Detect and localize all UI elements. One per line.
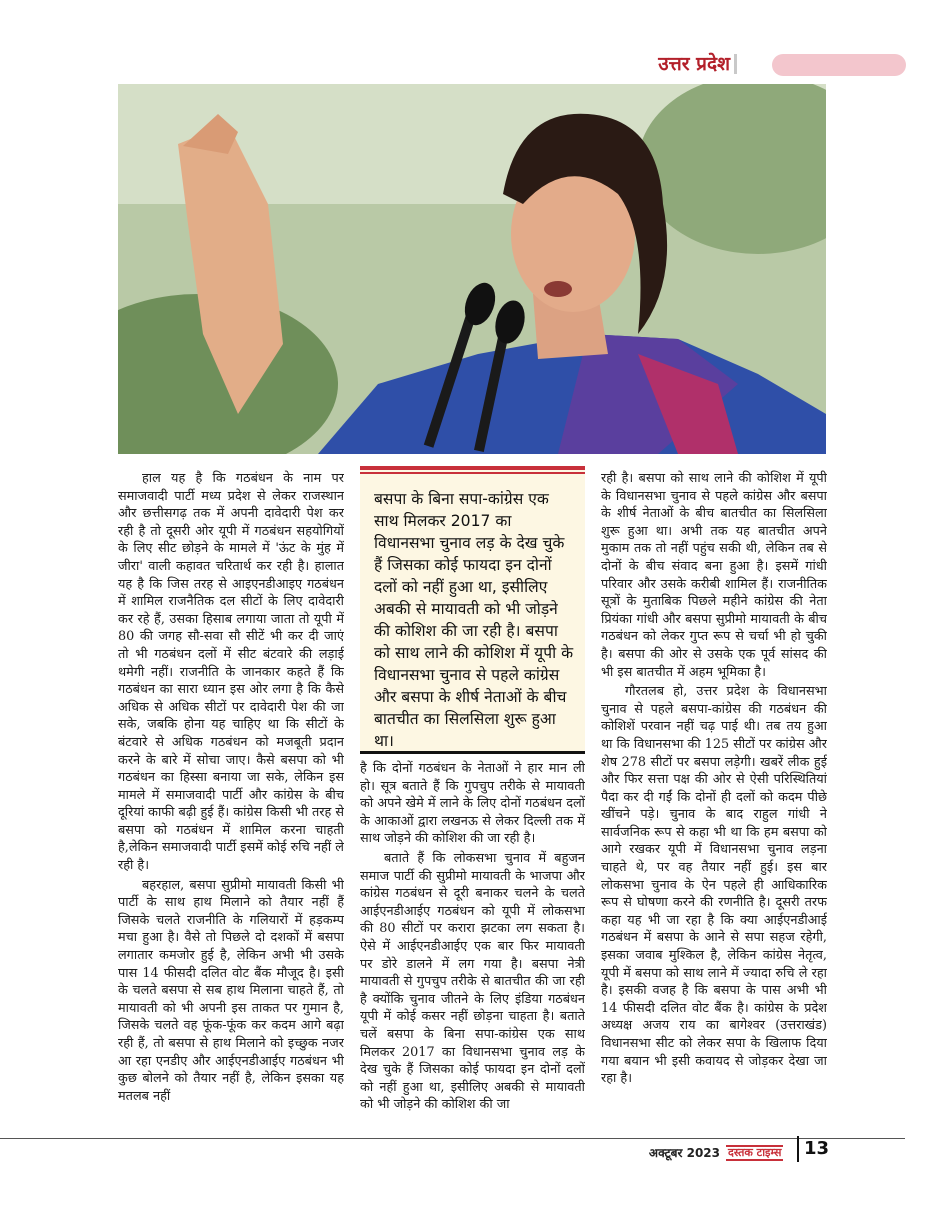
paragraph: गौरतलब हो, उत्तर प्रदेश के विधानसभा चुनाव से पहले बसपा-कांग्रेस की गठबंधन की कोशिशें परवान नहीं चढ़ पाई थी। तब तय हुआ था कि विधानसभा की 125 सीटों पर कांग्रेस और शेष 278 सीटों पर बसपा लड़ेगी। खबरें लीक हुई और फिर सत्ता पक्ष की ओर से ऐसी परिस्थितियां पैदा कर दी गईं कि दोनों ही दलों को कदम पीछे खींचने पड़े। चुनाव के बाद राहुल गांधी ने सार्वजनिक रूप से कहा भी था कि हम बसपा को आगे रखकर यूपी में विधानसभा चुनाव लड़ना चाहते थे, पर वह तैयार नहीं हुई। इस बार लोकसभा चुनाव के ऐन पहले ही आधिकारिक रूप से घोषणा करने की रणनीति है। दूसरी तरफ कहा यह भी जा रहा है कि क्या आईएनडीआई गठबंधन में बसपा के आने से सपा सहज रहेगी, इसका जवाब मुश्किल है, लेकिन कांग्रेस नेतृत्व, यूपी में बसपा को साथ लाने में ज्यादा रुचि ले रहा है। इसकी वजह है कि बसपा के पास अभी भी 14 फीसदी दलित वोट बैंक है। कांग्रेस के प्रदेश अध्यक्ष अजय राय का बागेश्वर (उत्तराखंड) विधानसभा सीट को लेकर सपा के खिलाफ दिया गया बयान भी इसी कवायद से जोड़कर देखा जा रहा है। [601, 684, 827, 1087]
issue-date: अक्टूबर 2023 [648, 1146, 720, 1160]
paragraph: बताते हैं कि लोकसभा चुनाव में बहुजन समाज पार्टी की सुप्रीमो मायावती के भाजपा और कांग्रेस गठबंधन से दूरी बनाकर चलने के चलते आईएनडीआईए गठबंधन को यूपी में लोकसभा की 80 सीटों पर करारा झटका लग सकता है। ऐसे में आईएनडीआईए एक बार फिर मायावती पर डोरे डालने में लग गया है। बसपा नेत्री मायावती से गुपचुप तरीके से बातचीत की जा रही है क्योंकि चुनाव जीतने के लिए इंडिया गठबंधन यूपी में कोई कसर नहीं छोड़ना चाहता है। बताते चलें बसपा के बिना सपा-कांग्रेस एक साथ मिलकर 2017 का विधानसभा चुनाव लड़ के देख चुके हैं जिसका कोई फायदा इन दोनों दलों को नहीं हुआ था, इसीलिए अबकी से मायावती को भी जोड़ने की कोशिश की जा [360, 850, 585, 1113]
page-number: 13 [804, 1138, 830, 1159]
footer-divider [797, 1136, 799, 1162]
footer-rule [0, 1138, 905, 1139]
header-decor-pill [772, 54, 906, 76]
section-title: उत्तर प्रदेश [658, 53, 730, 75]
article-column-1 [118, 470, 344, 1132]
header-divider [734, 54, 737, 74]
paragraph: बहरहाल, बसपा सुप्रीमो मायावती किसी भी पार्टी के साथ हाथ मिलाने को तैयार नहीं हैं जिसके चलते राजनीति के गलियारों में हड़कम्प मचा हुआ है। वैसे तो पिछले दो दशकों में बसपा लगातार कमजोर हुई है, लेकिन अभी भी उसके पास 14 फीसदी दलित वोट बैंक मौजूद है। इसी के चलते बसपा से सब हाथ मिलाना चाहते हैं, तो मायावती को भी अपनी इस ताकत पर गुमान है, जिसके चलते वह फूंक-फूंक कर कदम आगे बढ़ा रही हैं, तो बसपा से हाथ मिलाने को इच्छुक नजर आ रहा एनडीए और आईएनडीआईए गठबंधन भी कुछ बोलने को तैयार नहीं है, लेकिन इसका यह मतलब नहीं [118, 877, 344, 1104]
publication-logo: दस्तक टाइम्स [728, 1146, 782, 1159]
article-photo [118, 84, 826, 454]
article-column-2 [360, 760, 585, 1132]
pull-quote: बसपा के बिना सपा-कांग्रेस एक साथ मिलकर 2017 का विधानसभा चुनाव लड़ के देख चुके हैं जिसका कोई फायदा इन दोनों दलों को नहीं हुआ था, इसीलिए अबकी से मायावती को भी जोड़ने की कोशिश की जा रही है। बसपा को साथ लाने की कोशिश में यूपी के विधानसभा चुनाव से पहले कांग्रेस और बसपा के शीर्ष नेताओं के बीच बातचीत का सिलसिला शुरू हुआ था। [360, 466, 585, 754]
article-column-3 [601, 470, 827, 1132]
paragraph: है कि दोनों गठबंधन के नेताओं ने हार मान ली हो। सूत्र बताते हैं कि गुपचुप तरीके से मायावती को अपने खेमे में लाने के लिए दोनों गठबंधन दलों के आकाओं द्वारा लखनऊ से लेकर दिल्ली तक में साथ जोड़ने की कोशिश की जा रही है। [360, 761, 585, 847]
paragraph: रही है। बसपा को साथ लाने की कोशिश में यूपी के विधानसभा चुनाव से पहले कांग्रेस और बसपा के शीर्ष नेताओं के बीच बातचीत का सिलसिला शुरू हुआ था। अभी तक यह बातचीत अपने मुकाम तक तो नहीं पहुंच सकी थी, लेकिन तब से दोनों के बीच संवाद बना हुआ है। इसमें गांधी परिवार और उसके करीबी शामिल हैं। राजनीतिक सूत्रों के मुताबिक पिछले महीने कांग्रेस की नेता प्रियंका गांधी और बसपा सुप्रीमो मायावती के बीच गठबंधन को लेकर गुप्त रूप से चर्चा भी हो चुकी है। बसपा की ओर से उसके एक पूर्व सांसद की भी इस बातचीत में अहम भूमिका है। [601, 471, 827, 680]
paragraph: हाल यह है कि गठबंधन के नाम पर समाजवादी पार्टी मध्य प्रदेश से लेकर राजस्थान और छत्तीसगढ़ तक में अपनी दावेदारी पेश कर रही है तो दूसरी ओर यूपी में गठबंधन सहयोगियों के लिए सीट छोड़ने के मामले में 'ऊंट के मुंह में जीरा' वाली कहावत चरितार्थ कर रही है। हालात यह है कि जिस तरह से आइएनडीआइए गठबंधन में शामिल राजनैतिक दल सीटों के लिए दावेदारी कर रहे हैं, उसका हिसाब लगाया जाता तो यूपी में 80 की जगह सौ-सवा सौ सीटें भी कर दी जाएं तो भी गठबंधन दलों में सीट बंटवारे की लड़ाई थमेगी नहीं। राजनीति के जानकार कहते हैं कि गठबंधन का सारा ध्यान इस ओर लगा है कि कैसे अधिक से अधिक सीटों पर दावेदारी पेश की जा सके, जबकि होना यह चाहिए था कि सीटों के बंटवारे से अधिक गठबंधन को मजबूती प्रदान करने के बारे में सोचा जाए। कैसे बसपा को भी गठबंधन का हिस्सा बनाया जा सके, लेकिन इस मामले में समाजवादी पार्टी और कांग्रेस के बीच दूरियां काफी बढ़ी हुई हैं। कांग्रेस किसी भी तरह से बसपा को गठबंधन में शामिल करना चाहती है,लेकिन समाजवादी पार्टी इसमें कोई रुचि नहीं ले रही है। [118, 471, 344, 874]
